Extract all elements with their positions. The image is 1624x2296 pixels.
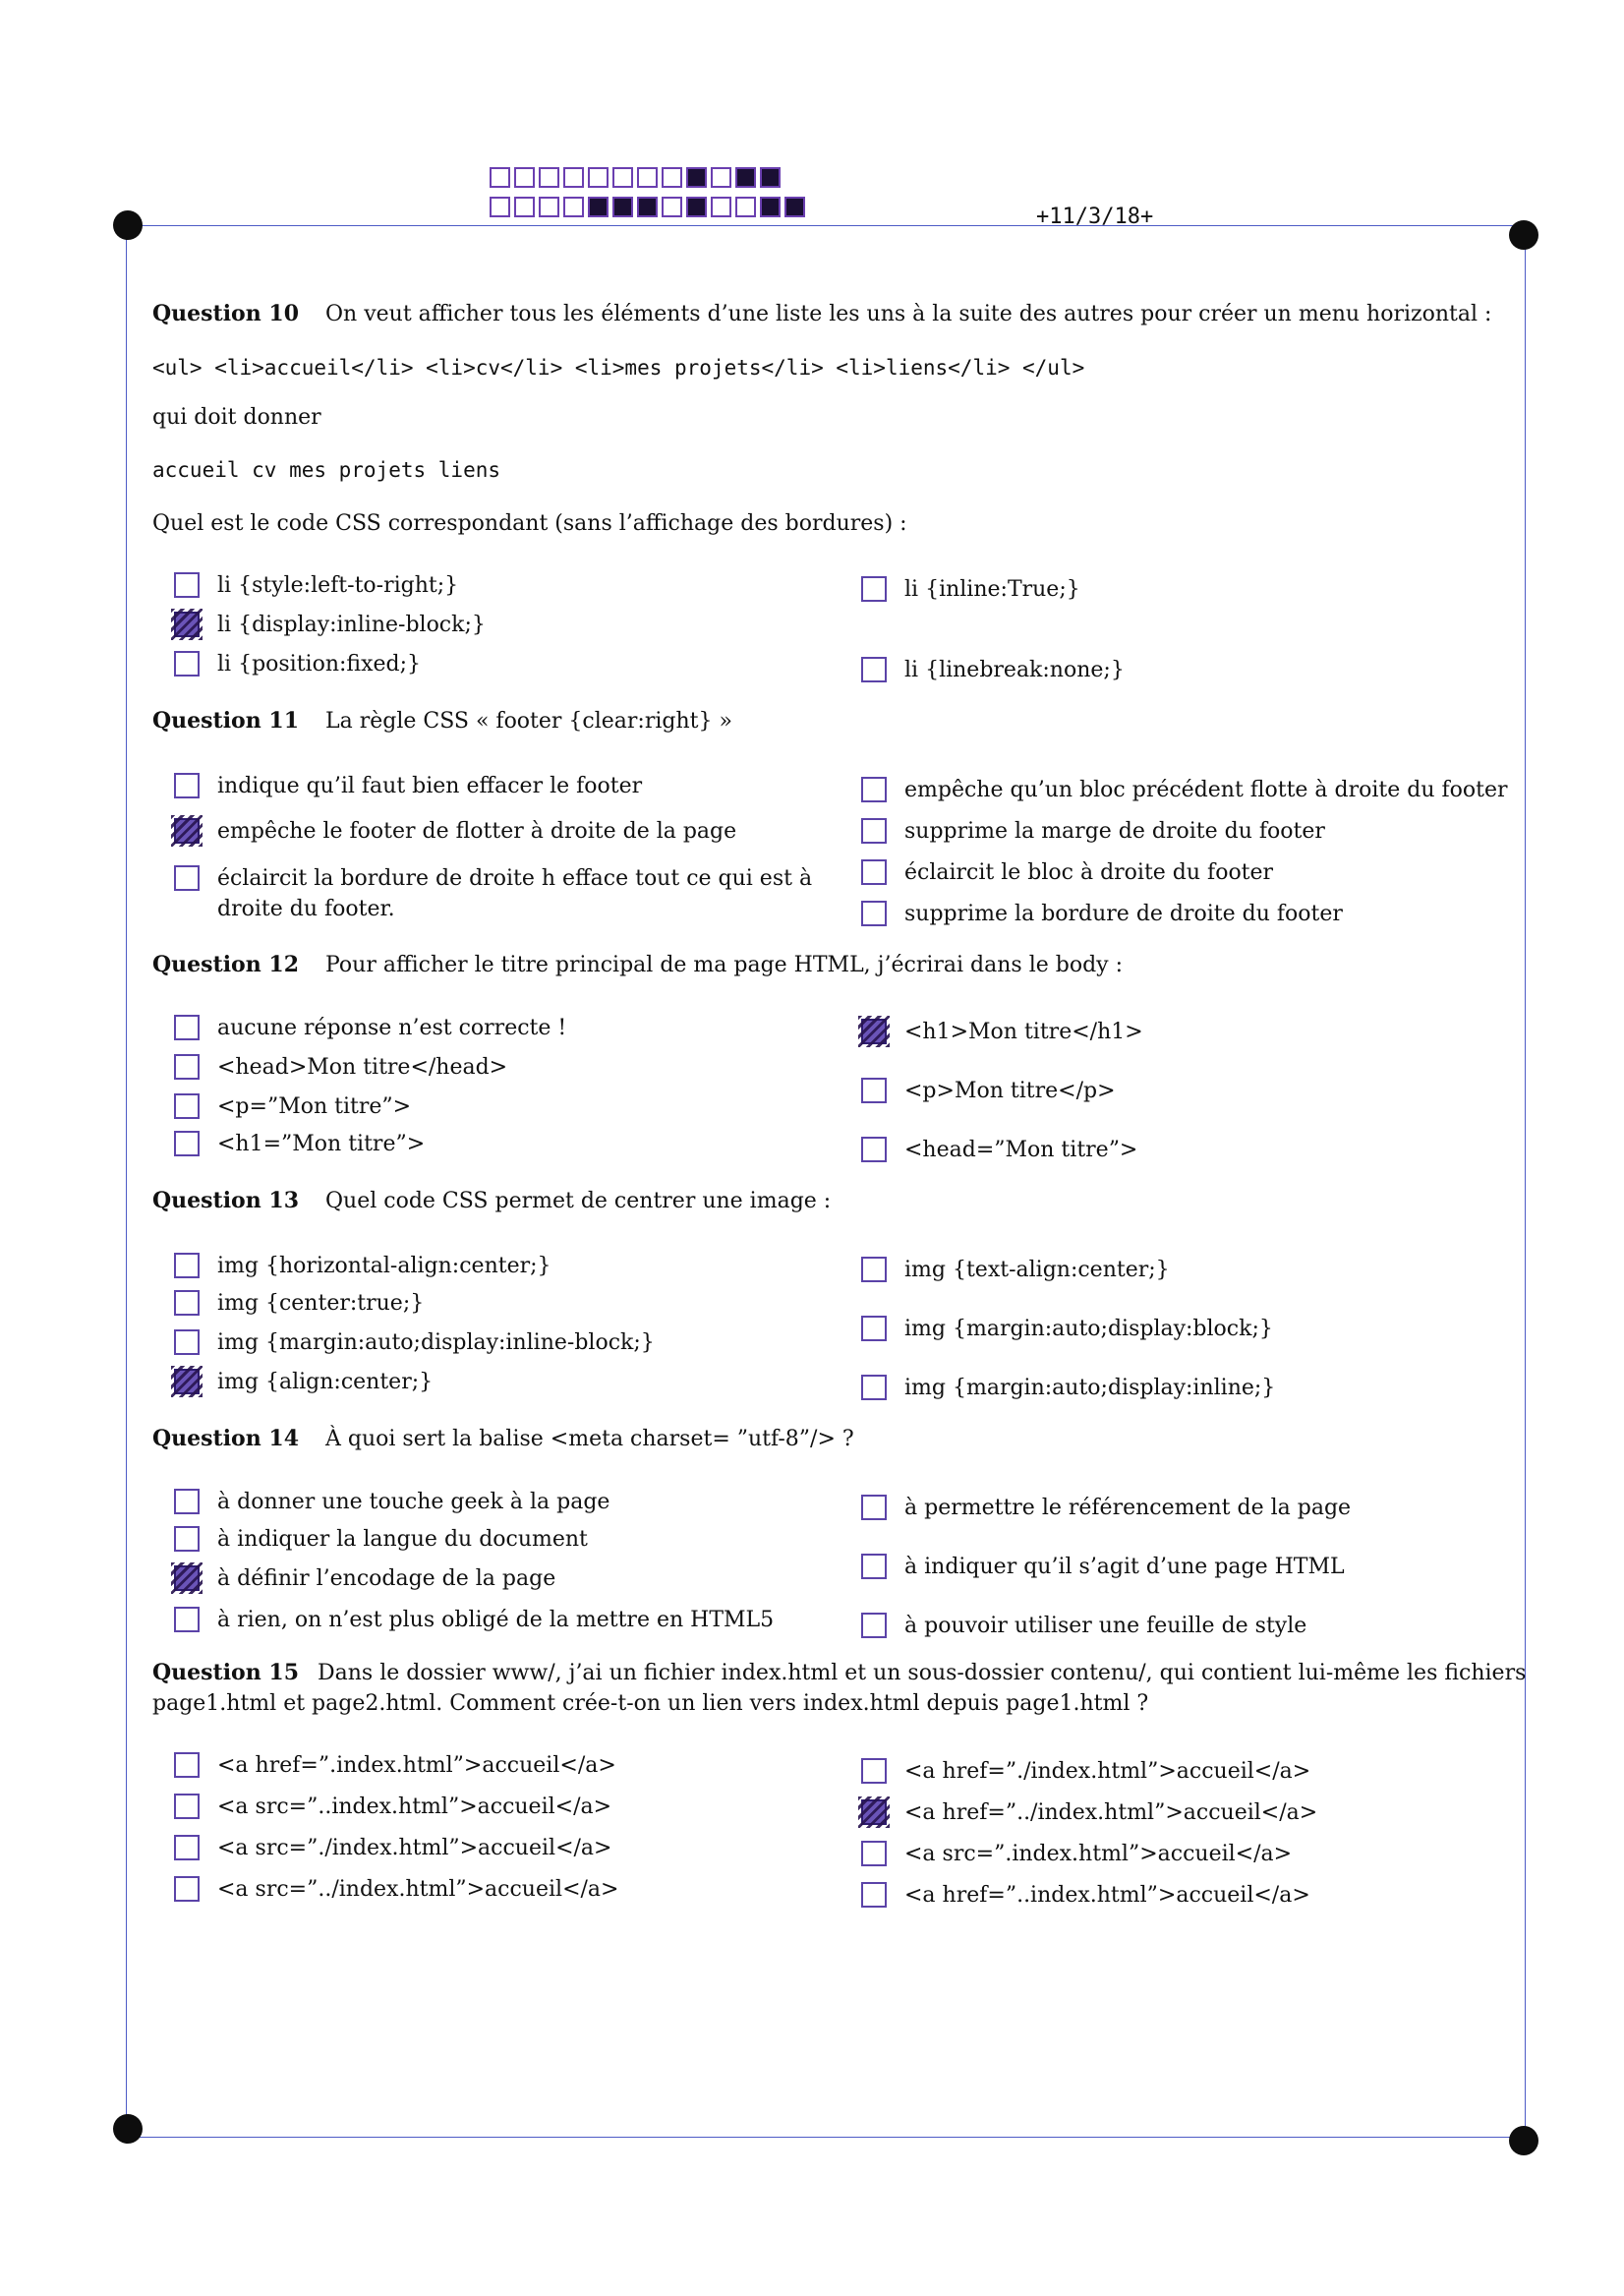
checkbox[interactable] xyxy=(174,651,200,677)
checkbox[interactable] xyxy=(174,1329,200,1355)
id-code-cell xyxy=(735,197,756,217)
option-label: <head=”Mon titre”> xyxy=(904,1138,1138,1162)
option-label: <a href=”..index.html”>accueil</a> xyxy=(904,1883,1310,1908)
checkbox[interactable] xyxy=(861,657,887,682)
id-code-cell xyxy=(760,197,781,217)
q14-option[interactable] xyxy=(861,1493,1351,1523)
q10-option[interactable] xyxy=(861,655,1125,685)
option-label: li {linebreak:none;} xyxy=(904,658,1125,682)
checkbox[interactable] xyxy=(174,612,200,637)
id-code-cell xyxy=(514,167,535,188)
option-label: à indiquer la langue du document xyxy=(217,1527,588,1552)
checkbox[interactable] xyxy=(174,1752,200,1778)
id-code-cell xyxy=(711,167,731,188)
option-label: li {position:fixed;} xyxy=(217,652,422,677)
q14-option[interactable] xyxy=(174,1605,774,1635)
q11-option[interactable] xyxy=(861,775,1508,805)
question-label: Question 15 xyxy=(152,1660,300,1685)
option-label: indique qu’il faut bien effacer le footer xyxy=(217,774,643,798)
registration-mark-top-left xyxy=(113,210,143,240)
option-label: li {inline:True;} xyxy=(904,577,1080,602)
q12-option[interactable] xyxy=(861,1076,1116,1106)
q13-option[interactable] xyxy=(861,1314,1273,1344)
option-label: <a src=”./index.html”>accueil</a> xyxy=(217,1836,612,1860)
question-10-result: accueil cv mes projets liens xyxy=(152,458,501,482)
id-code-row-1 xyxy=(490,167,784,191)
id-code-cell xyxy=(735,167,756,188)
q13-option[interactable] xyxy=(174,1327,655,1358)
id-code-cell xyxy=(686,197,707,217)
option-label: img {horizontal-align:center;} xyxy=(217,1254,551,1278)
checkbox[interactable] xyxy=(174,818,200,844)
option-label: img {center:true;} xyxy=(217,1291,425,1316)
checkbox[interactable] xyxy=(174,865,200,891)
id-code-cell xyxy=(563,167,584,188)
q10-option[interactable] xyxy=(174,649,421,679)
q11-option[interactable] xyxy=(861,899,1343,929)
question-11-header xyxy=(152,708,732,734)
option-label: img {margin:auto;display:inline;} xyxy=(904,1376,1276,1400)
q14-option[interactable] xyxy=(174,1563,555,1594)
checkbox[interactable] xyxy=(174,1054,200,1080)
q15-option[interactable] xyxy=(861,1797,1317,1828)
q13-option[interactable] xyxy=(861,1373,1275,1403)
page-id: +11/3/18+ xyxy=(1036,205,1154,229)
q15-option[interactable] xyxy=(174,1792,611,1822)
option-label: <h1>Mon titre</h1> xyxy=(904,1020,1143,1044)
question-text: À quoi sert la balise <meta charset= ”utf-8”/> ? xyxy=(325,1427,854,1451)
checkbox[interactable] xyxy=(861,859,887,885)
checkbox[interactable] xyxy=(861,1495,887,1520)
option-label: img {text-align:center;} xyxy=(904,1258,1170,1282)
checkbox[interactable] xyxy=(861,1019,887,1044)
checkbox[interactable] xyxy=(861,1257,887,1282)
option-label: à pouvoir utiliser une feuille de style xyxy=(904,1614,1307,1638)
id-code-cell xyxy=(637,167,658,188)
checkbox[interactable] xyxy=(861,1137,887,1162)
option-label: empêche le footer de flotter à droite de la page xyxy=(217,819,737,844)
id-code-row-2 xyxy=(490,197,809,220)
option-label: supprime la bordure de droite du footer xyxy=(904,902,1343,926)
option-label: éclaircit le bloc à droite du footer xyxy=(904,860,1274,885)
id-code-cell xyxy=(490,167,510,188)
option-label: <p>Mon titre</p> xyxy=(904,1079,1116,1103)
id-code-cell xyxy=(563,197,584,217)
question-10-mid-text: qui doit donner xyxy=(152,405,321,430)
option-label: empêche qu’un bloc précédent flotte à droite du footer xyxy=(904,778,1508,802)
question-label: Question 10 xyxy=(152,301,300,326)
question-text: On veut afficher tous les éléments d’une liste les uns à la suite des autres pour créer un menu horizontal : xyxy=(325,302,1492,326)
question-12-header xyxy=(152,952,1123,977)
checkbox[interactable] xyxy=(861,818,887,844)
checkbox[interactable] xyxy=(861,1799,887,1825)
option-label: img {margin:auto;display:inline-block;} xyxy=(217,1330,655,1355)
option-label: <a src=”.index.html”>accueil</a> xyxy=(904,1842,1293,1866)
option-label: éclaircit la bordure de droite h efface tout ce qui est à droite du footer. xyxy=(217,866,813,921)
question-text: Pour afficher le titre principal de ma page HTML, j’écrirai dans le body : xyxy=(325,953,1123,977)
id-code-cell xyxy=(711,197,731,217)
id-code-cell xyxy=(539,197,559,217)
checkbox[interactable] xyxy=(861,1841,887,1866)
question-text: La règle CSS « footer {clear:right} » xyxy=(325,709,732,734)
option-label: <head>Mon titre</head> xyxy=(217,1055,508,1080)
checkbox[interactable] xyxy=(174,1876,200,1902)
checkbox[interactable] xyxy=(174,1526,200,1552)
option-label: img {align:center;} xyxy=(217,1370,434,1394)
id-code-cell xyxy=(686,167,707,188)
id-code-cell xyxy=(612,197,633,217)
option-label: <a href=”../index.html”>accueil</a> xyxy=(904,1800,1318,1825)
q15-option[interactable] xyxy=(174,1874,618,1905)
q15-option[interactable] xyxy=(174,1833,611,1863)
id-code-cell xyxy=(490,197,510,217)
checkbox[interactable] xyxy=(174,1794,200,1819)
option-label: li {style:left-to-right;} xyxy=(217,573,459,598)
option-label: supprime la marge de droite du footer xyxy=(904,819,1325,844)
q12-option[interactable] xyxy=(861,1135,1137,1165)
checkbox[interactable] xyxy=(861,1375,887,1400)
q14-option[interactable] xyxy=(174,1524,588,1555)
checkbox[interactable] xyxy=(174,1290,200,1316)
option-label: à permettre le référencement de la page xyxy=(904,1496,1352,1520)
option-label: à rien, on n’est plus obligé de la mettre en HTML5 xyxy=(217,1608,775,1632)
q12-option[interactable] xyxy=(861,1017,1143,1047)
id-code-cell xyxy=(588,167,609,188)
question-label: Question 13 xyxy=(152,1188,300,1213)
option-label: <h1=”Mon titre”> xyxy=(217,1132,426,1156)
question-10-header xyxy=(152,301,1491,326)
checkbox[interactable] xyxy=(174,1607,200,1632)
checkbox[interactable] xyxy=(174,1253,200,1278)
checkbox[interactable] xyxy=(174,572,200,598)
checkbox[interactable] xyxy=(861,777,887,802)
option-label: aucune réponse n’est correcte ! xyxy=(217,1016,567,1040)
option-label: <p=”Mon titre”> xyxy=(217,1094,412,1119)
checkbox[interactable] xyxy=(861,1316,887,1341)
option-label: à indiquer qu’il s’agit d’une page HTML xyxy=(904,1555,1345,1579)
option-label: li {display:inline-block;} xyxy=(217,613,486,637)
id-code-cell xyxy=(539,167,559,188)
q14-option[interactable] xyxy=(174,1487,609,1517)
q13-option[interactable] xyxy=(174,1288,424,1319)
checkbox[interactable] xyxy=(861,576,887,602)
checkbox[interactable] xyxy=(174,1369,200,1394)
q14-option[interactable] xyxy=(861,1611,1306,1641)
q13-option[interactable] xyxy=(861,1255,1170,1285)
option-label: <a href=”./index.html”>accueil</a> xyxy=(904,1759,1311,1784)
checkbox[interactable] xyxy=(174,1565,200,1591)
question-label: Question 14 xyxy=(152,1426,300,1451)
q11-option[interactable] xyxy=(861,857,1273,888)
option-label: <a href=”.index.html”>accueil</a> xyxy=(217,1753,616,1778)
q15-option[interactable] xyxy=(861,1880,1310,1911)
question-label: Question 11 xyxy=(152,708,300,734)
checkbox[interactable] xyxy=(174,1131,200,1156)
q10-option[interactable] xyxy=(174,610,486,640)
option-label: à donner une touche geek à la page xyxy=(217,1490,610,1514)
checkbox[interactable] xyxy=(861,901,887,926)
registration-mark-bottom-right xyxy=(1509,2126,1538,2155)
q11-option[interactable] xyxy=(174,771,642,801)
question-10-code: <ul> <li>accueil</li> <li>cv</li> <li>mes projets</li> <li>liens</li> </ul> xyxy=(152,356,1085,380)
question-15-text-line-2: page1.html et page2.html. Comment crée-t-on un lien vers index.html depuis page1.html ? xyxy=(152,1691,1149,1716)
option-label: <a src=”..index.html”>accueil</a> xyxy=(217,1795,612,1819)
q15-option[interactable] xyxy=(861,1756,1310,1787)
question-10-prompt: Quel est le code CSS correspondant (sans l’affichage des bordures) : xyxy=(152,511,907,536)
q11-option[interactable] xyxy=(861,816,1325,847)
id-code-cell xyxy=(588,197,609,217)
checkbox[interactable] xyxy=(861,1758,887,1784)
option-label: img {margin:auto;display:block;} xyxy=(904,1317,1273,1341)
question-13-header xyxy=(152,1188,831,1213)
q14-option[interactable] xyxy=(861,1552,1345,1582)
question-14-header xyxy=(152,1426,854,1451)
checkbox[interactable] xyxy=(174,773,200,798)
q10-option[interactable] xyxy=(174,570,458,601)
checkbox[interactable] xyxy=(861,1078,887,1103)
question-text: Dans le dossier www/, j’ai un fichier index.html et un sous-dossier contenu/, qui contient lui-même les fichiers xyxy=(318,1661,1527,1685)
checkbox[interactable] xyxy=(174,1015,200,1040)
id-code-cell xyxy=(662,167,682,188)
registration-mark-top-right xyxy=(1509,220,1538,250)
id-code-cell xyxy=(760,167,781,188)
q12-option[interactable] xyxy=(174,1052,507,1083)
checkbox[interactable] xyxy=(174,1093,200,1119)
checkbox[interactable] xyxy=(174,1489,200,1514)
id-code-cell xyxy=(784,197,805,217)
question-label: Question 12 xyxy=(152,952,300,977)
q10-option[interactable] xyxy=(861,574,1080,605)
checkbox[interactable] xyxy=(861,1613,887,1638)
question-15-header xyxy=(152,1660,1526,1685)
registration-mark-bottom-left xyxy=(113,2114,143,2144)
q12-option[interactable] xyxy=(174,1013,566,1043)
id-code-cell xyxy=(612,167,633,188)
q12-option[interactable] xyxy=(174,1091,411,1122)
q13-option[interactable] xyxy=(174,1251,551,1281)
q11-option[interactable] xyxy=(174,863,823,924)
q15-option[interactable] xyxy=(861,1839,1292,1869)
id-code-cell xyxy=(662,197,682,217)
option-label: à définir l’encodage de la page xyxy=(217,1566,556,1591)
q11-option[interactable] xyxy=(174,816,736,847)
id-code-cell xyxy=(637,197,658,217)
id-code-cell xyxy=(514,197,535,217)
q13-option[interactable] xyxy=(174,1367,433,1397)
option-label: <a src=”../index.html”>accueil</a> xyxy=(217,1877,619,1902)
question-text: Quel code CSS permet de centrer une image : xyxy=(325,1189,832,1213)
checkbox[interactable] xyxy=(861,1882,887,1908)
checkbox[interactable] xyxy=(861,1554,887,1579)
checkbox[interactable] xyxy=(174,1835,200,1860)
q12-option[interactable] xyxy=(174,1129,425,1159)
q15-option[interactable] xyxy=(174,1750,616,1781)
